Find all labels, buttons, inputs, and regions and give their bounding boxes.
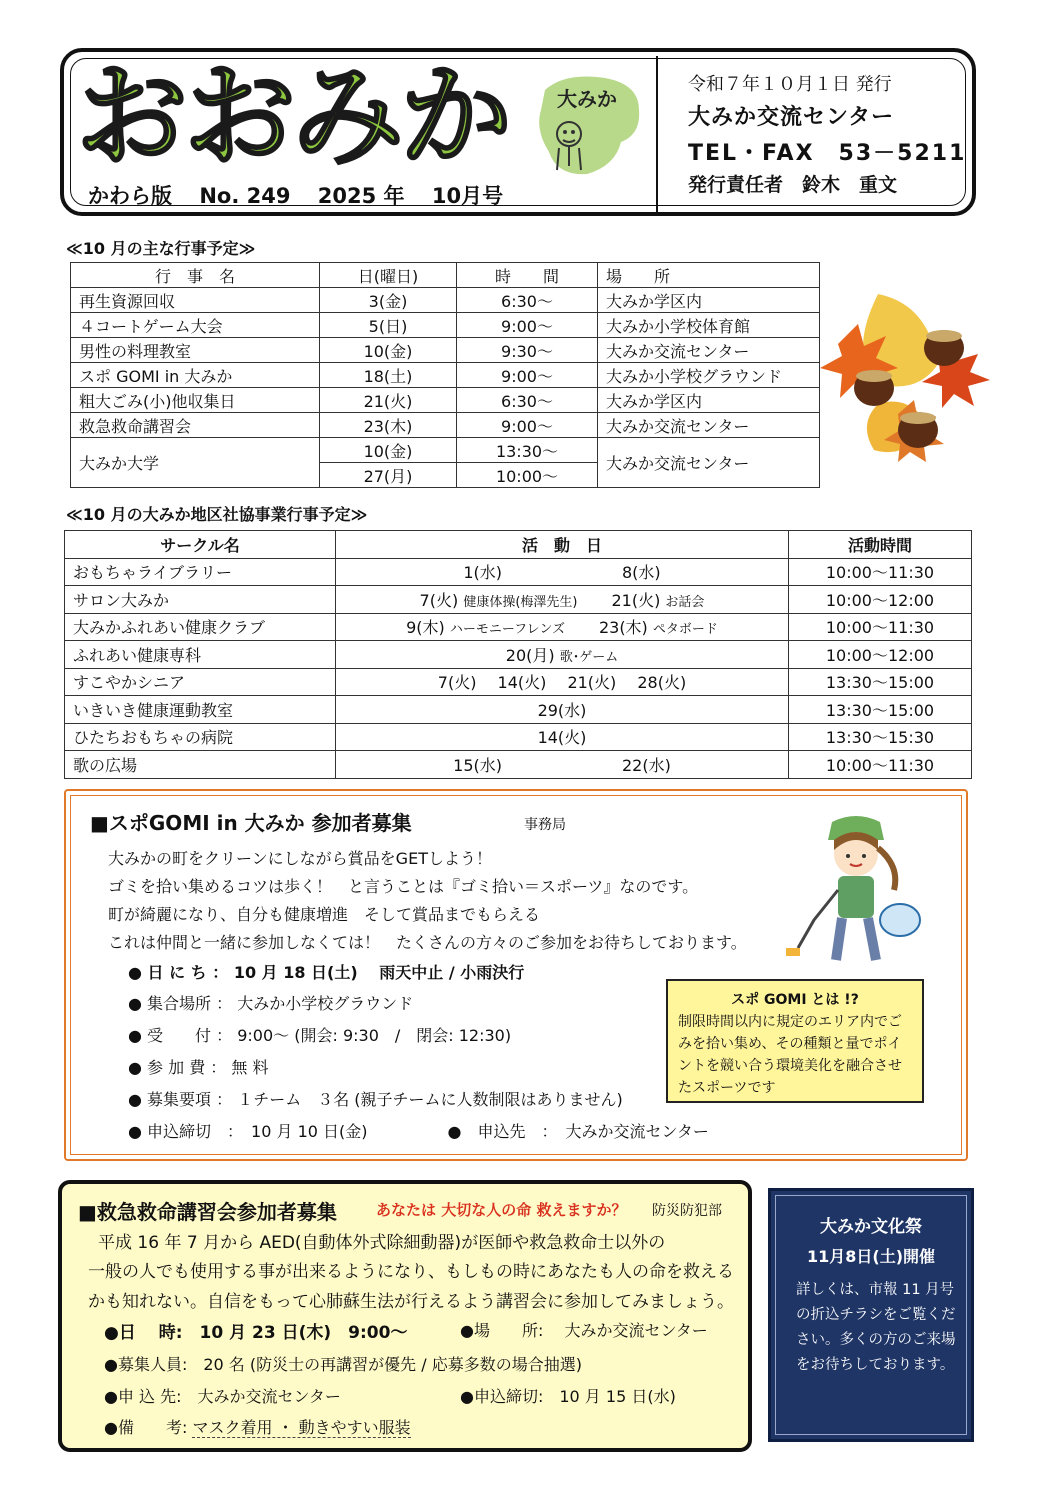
circle-day: 29(水) (336, 696, 789, 724)
col-header: 行 事 名 (71, 263, 320, 288)
festival-body: 詳しくは、市報 11 月号の折込チラシをご覧ください。多くの方のご来場をお待ちしております。 (796, 1282, 956, 1373)
circle-note: 健康体操(梅澤先生) (463, 594, 578, 610)
remarks-value: マスク着用 ・ 動きやすい服装 (192, 1418, 411, 1437)
spogomi-explainer (666, 979, 924, 1103)
circle-day: 14(火) (336, 723, 789, 751)
table-row (65, 641, 972, 669)
circle-day: 21(火) (611, 590, 661, 610)
table-row (65, 586, 972, 614)
table-row (65, 723, 972, 751)
event-time: 13:30～ (457, 438, 598, 463)
table-row (71, 438, 820, 463)
events-table (70, 262, 820, 488)
table-row (71, 313, 820, 338)
events-heading: ≪10 月の主な行事予定≫ (66, 239, 256, 258)
spogomi-fee: ● 参 加 費 ： 無 料 (128, 1058, 269, 1077)
event-time: 9:00～ (457, 363, 598, 388)
event-day: 5(日) (320, 313, 457, 338)
circle-day: 22(水) (622, 755, 671, 775)
table-row (65, 613, 972, 641)
firstaid-title: ■救急救命講習会参加者募集 (78, 1200, 337, 1224)
event-time: 6:30～ (457, 388, 598, 413)
issue-month: 10月号 (431, 184, 504, 208)
publisher-org: 大みか交流センター (688, 105, 895, 130)
col-header: 時 間 (457, 263, 598, 288)
event-day: 10(金) (320, 438, 457, 463)
col-header: 場 所 (598, 263, 820, 288)
circle-name: 大みかふれあい健康クラブ (65, 613, 336, 641)
circle-name: いきいき健康運動教室 (65, 696, 336, 724)
cleanup-girl-illustration (784, 810, 926, 970)
circle-name: ひたちおもちゃの病院 (65, 723, 336, 751)
spogomi-text: 大みかの町をクリーンにしながら賞品をGETしよう！ (108, 849, 492, 868)
firstaid-place: ●場 所: 大みか交流センター (460, 1321, 708, 1340)
table-row (65, 696, 972, 724)
header-divider (656, 56, 658, 212)
circle-name: すこやかシニア (65, 668, 336, 696)
spogomi-dept: 事務局 (524, 817, 566, 833)
table-row (65, 751, 972, 779)
spogomi-title: ■スポGOMI in 大みか 参加者募集 (90, 811, 412, 835)
col-header: 活 動 日 (336, 531, 789, 559)
circle-days (336, 641, 789, 669)
event-place: 大みか交流センター (598, 438, 820, 488)
circle-time: 13:30～15:00 (789, 696, 972, 724)
spogomi-meeting-place: ● 集合場所 ： 大みか小学校グラウンド (128, 994, 414, 1013)
table-row (71, 338, 820, 363)
explainer-body: 制限時間以内に規定のエリア内でごみを拾い集め、その種類と量でポイントを競い合う環境美化を融合させたスポーツです (678, 1014, 902, 1096)
col-header: サークル名 (65, 531, 336, 559)
spogomi-text: これは仲間と一緒に参加しなくては！ たくさんの方々のご参加をお待ちしております。 (108, 933, 747, 952)
event-name: 救急救命講習会 (71, 413, 320, 438)
issue-line (88, 180, 523, 210)
circle-note: 歌･ゲーム (559, 649, 619, 665)
event-place: 大みか小学校体育館 (598, 313, 820, 338)
spogomi-reception: ● 受 付 ： 9:00～ (開会: 9:30 / 閉会: 12:30) (128, 1026, 512, 1045)
table-row (71, 363, 820, 388)
circle-day: 7(火) 14(火) 21(火) 28(火) (336, 668, 789, 696)
event-name: 粗大ごみ(小)他収集日 (71, 388, 320, 413)
event-day: 18(土) (320, 363, 457, 388)
firstaid-remarks (104, 1415, 411, 1438)
issue-number: No. 249 (199, 184, 291, 208)
circles-heading: ≪10 月の大みか地区社協事業行事予定≫ (66, 505, 368, 524)
firstaid-apply-to: ●申 込 先: 大みか交流センター (104, 1387, 341, 1406)
event-day: 23(木) (320, 413, 457, 438)
circle-day: 7(火) (419, 590, 459, 610)
spogomi-requirements: ● 募集要項 ： １チーム ３名 (親子チームに人数制限はありません) (128, 1090, 623, 1109)
newsletter-title: おおみか (76, 52, 508, 182)
circle-name: サロン大みか (65, 586, 336, 614)
event-day: 3(金) (320, 288, 457, 313)
table-header-row (65, 531, 972, 559)
circle-time: 10:00～12:00 (789, 586, 972, 614)
edition-label: かわら版 (88, 184, 172, 208)
circle-note: ハーモニーフレンズ (449, 622, 565, 638)
table-header-row (71, 263, 820, 288)
event-day: 10(金) (320, 338, 457, 363)
event-name: ４コートゲーム大会 (71, 313, 320, 338)
firstaid-dept: 防災防犯部 (652, 1203, 722, 1219)
circle-day: 20(月) (505, 645, 555, 665)
firstaid-capacity: ●募集人員: 20 名 (防災士の再講習が優先 / 応募多数の場合抽選) (104, 1355, 582, 1374)
event-place: 大みか学区内 (598, 388, 820, 413)
circle-time: 10:00～11:30 (789, 558, 972, 586)
issue-year: 2025 年 (317, 184, 405, 208)
table-row (65, 668, 972, 696)
firstaid-date: ●日 時: 10 月 23 日(木) 9:00～ (104, 1323, 408, 1343)
event-place: 大みか交流センター (598, 338, 820, 363)
circle-day: 9(木) (406, 618, 445, 638)
circles-table (64, 530, 972, 779)
circle-days (336, 558, 789, 586)
event-name: 再生資源回収 (71, 288, 320, 313)
spogomi-text: 町が綺麗になり、自分も健康増進 そして賞品までもらえる (108, 905, 541, 924)
table-row (71, 288, 820, 313)
event-time: 9:30～ (457, 338, 598, 363)
firstaid-deadline: ●申込締切: 10 月 15 日(水) (460, 1387, 676, 1406)
circle-days (336, 751, 789, 779)
event-time: 9:00～ (457, 413, 598, 438)
circle-day: 8(水) (622, 563, 661, 583)
circle-time: 10:00～11:30 (789, 751, 972, 779)
event-place: 大みか交流センター (598, 413, 820, 438)
autumn-leaves-illustration (818, 284, 994, 466)
table-row (65, 558, 972, 586)
circle-day: 1(水) (463, 563, 502, 583)
table-row (71, 388, 820, 413)
col-header: 日(曜日) (320, 263, 457, 288)
circle-note: お話会 (665, 594, 705, 610)
event-time: 10:00～ (457, 463, 598, 488)
firstaid-text: かも知れない。自信をもって心肺蘇生法が行えるよう講習会に参加してみましょう。 (88, 1292, 734, 1312)
event-day: 21(火) (320, 388, 457, 413)
event-place: 大みか学区内 (598, 288, 820, 313)
circle-time: 10:00～12:00 (789, 641, 972, 669)
event-day: 27(月) (320, 463, 457, 488)
mascot-logo (535, 70, 645, 178)
publisher-tel: TEL・FAX 53－5211 (688, 141, 967, 166)
spogomi-text: ゴミを拾い集めるコツは歩く！ と言うことは『ゴミ拾い＝スポーツ』なのです。 (108, 877, 699, 896)
event-name: スポ GOMI in 大みか (71, 363, 320, 388)
circle-name: ふれあい健康専科 (65, 641, 336, 669)
firstaid-catchphrase: あなたは 大切な人の命 救えますか？ (376, 1201, 627, 1219)
event-time: 9:00～ (457, 313, 598, 338)
table-row (71, 413, 820, 438)
spogomi-deadline: ● 申込締切 ： 10 月 10 日(金) ● 申込先 ： 大みか交流センター (128, 1122, 709, 1141)
circle-name: 歌の広場 (65, 751, 336, 779)
logo-text: 大みか (557, 87, 617, 111)
event-name: 男性の料理教室 (71, 338, 320, 363)
circle-time: 13:30～15:30 (789, 723, 972, 751)
event-name: 大みか大学 (71, 438, 320, 488)
circle-day: 15(水) (453, 755, 502, 775)
circle-time: 10:00～11:30 (789, 613, 972, 641)
circle-days (336, 586, 789, 614)
explainer-title: スポ GOMI とは !? (731, 992, 859, 1008)
circle-name: おもちゃライブラリー (65, 558, 336, 586)
circle-time: 13:30～15:00 (789, 668, 972, 696)
remarks-label: ●備 考: (104, 1418, 188, 1437)
firstaid-text: 一般の人でも使用する事が出来るようになり、もしもの時にあなたも人の命を救える (88, 1262, 734, 1282)
festival-title: 大みか文化祭 (820, 1217, 922, 1237)
circle-days (336, 613, 789, 641)
spogomi-date: ● 日 に ち ： 10 月 18 日(土) 雨天中止 / 小雨決行 (128, 963, 525, 982)
event-time: 6:30～ (457, 288, 598, 313)
firstaid-text: 平成 16 年 7 月から AED(自動体外式除細動器)が医師や救急救命士以外の (98, 1233, 666, 1253)
festival-date: 11月8日(土)開催 (806, 1247, 936, 1266)
publish-date: 令和７年１０月１日 発行 (688, 74, 892, 95)
publisher-responsible: 発行責任者 鈴木 重文 (688, 174, 898, 196)
event-place: 大みか小学校グラウンド (598, 363, 820, 388)
circle-day: 23(木) (598, 618, 648, 638)
circle-note: ペタボード (652, 622, 718, 638)
col-header: 活動時間 (789, 531, 972, 559)
